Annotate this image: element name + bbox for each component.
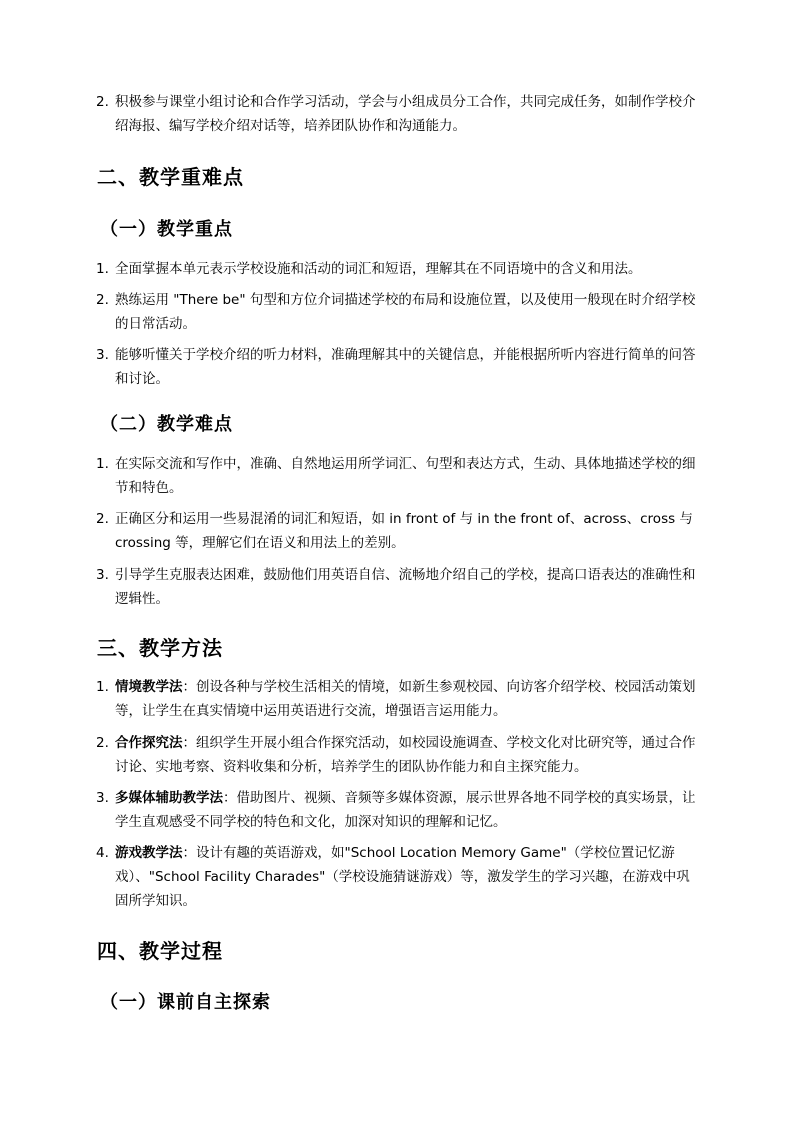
section-heading: 四、教学过程 bbox=[97, 939, 223, 963]
key-point-item bbox=[96, 288, 696, 336]
method-description: ：组织学生开展小组合作探究活动，如校园设施调查、学校文化对比研究等，通过合作讨论、实地考察、资料收集和分析，培养学生的团队协作能力和自主探究能力。 bbox=[115, 735, 696, 775]
method-name: 多媒体辅助教学法 bbox=[115, 790, 223, 806]
list-text: 正确区分和运用一些易混淆的词汇和短语，如 in front of 与 in the front of、across、cross 与 crossing 等，理解它们在语义和用法上的差别。 bbox=[115, 511, 693, 551]
list-number: 1. bbox=[96, 456, 109, 472]
method-description: ：创设各种与学校生活相关的情境，如新生参观校园、向访客介绍学校、校园活动策划等，让学生在真实情境中运用英语进行交流，增强语言运用能力。 bbox=[115, 679, 696, 719]
key-point-item bbox=[96, 343, 696, 391]
list-number: 3. bbox=[96, 347, 109, 363]
list-number: 2. bbox=[96, 511, 109, 527]
list-text bbox=[115, 731, 696, 779]
method-item bbox=[96, 675, 696, 723]
list-text: 积极参与课堂小组讨论和合作学习活动，学会与小组成员分工合作，共同完成任务，如制作学校介绍海报、编写学校介绍对话等，培养团队协作和沟通能力。 bbox=[115, 94, 696, 134]
method-description: ：设计有趣的英语游戏，如"School Location Memory Game"（学校位置记忆游戏）、"School Facility Charades"（学校设施猜谜游戏）等，激发学生的学习兴趣，在游戏中巩固所学知识。 bbox=[115, 845, 690, 909]
list-number: 1. bbox=[96, 261, 109, 277]
list-text: 全面掌握本单元表示学校设施和活动的词汇和短语，理解其在不同语境中的含义和用法。 bbox=[115, 261, 642, 277]
list-number: 2. bbox=[96, 94, 109, 110]
method-item bbox=[96, 841, 696, 913]
list-text bbox=[115, 841, 696, 913]
method-item bbox=[96, 786, 696, 834]
key-point-item bbox=[96, 257, 696, 281]
difficulty-item bbox=[96, 507, 696, 555]
list-text bbox=[115, 675, 696, 723]
subsection-heading: （一）课前自主探索 bbox=[100, 992, 271, 1013]
list-number: 1. bbox=[96, 679, 109, 695]
section-heading: 三、教学方法 bbox=[97, 636, 223, 660]
objective-item bbox=[96, 90, 696, 138]
list-text: 在实际交流和写作中，准确、自然地运用所学词汇、句型和表达方式，生动、具体地描述学校的细节和特色。 bbox=[115, 456, 696, 496]
method-name: 情境教学法 bbox=[115, 679, 183, 695]
subsection-heading: （一）教学重点 bbox=[100, 219, 233, 240]
method-name: 合作探究法 bbox=[115, 735, 183, 751]
list-number: 2. bbox=[96, 735, 109, 751]
list-number: 2. bbox=[96, 292, 109, 308]
section-heading: 二、教学重难点 bbox=[97, 165, 244, 189]
list-text: 熟练运用 "There be" 句型和方位介词描述学校的布局和设施位置，以及使用一般现在时介绍学校的日常活动。 bbox=[115, 292, 696, 332]
list-number: 3. bbox=[96, 790, 109, 806]
list-text: 引导学生克服表达困难，鼓励他们用英语自信、流畅地介绍自己的学校，提高口语表达的准确性和逻辑性。 bbox=[115, 567, 696, 607]
list-text: 能够听懂关于学校介绍的听力材料，准确理解其中的关键信息，并能根据所听内容进行简单的问答和讨论。 bbox=[115, 347, 696, 387]
method-description: ：借助图片、视频、音频等多媒体资源，展示世界各地不同学校的真实场景，让学生直观感受不同学校的特色和文化，加深对知识的理解和记忆。 bbox=[115, 790, 696, 830]
list-number: 3. bbox=[96, 567, 109, 583]
list-number: 4. bbox=[96, 845, 109, 861]
difficulty-item bbox=[96, 452, 696, 500]
method-name: 游戏教学法 bbox=[115, 845, 183, 861]
subsection-heading: （二）教学难点 bbox=[100, 414, 233, 435]
method-item bbox=[96, 731, 696, 779]
difficulty-item bbox=[96, 563, 696, 611]
list-text bbox=[115, 786, 696, 834]
